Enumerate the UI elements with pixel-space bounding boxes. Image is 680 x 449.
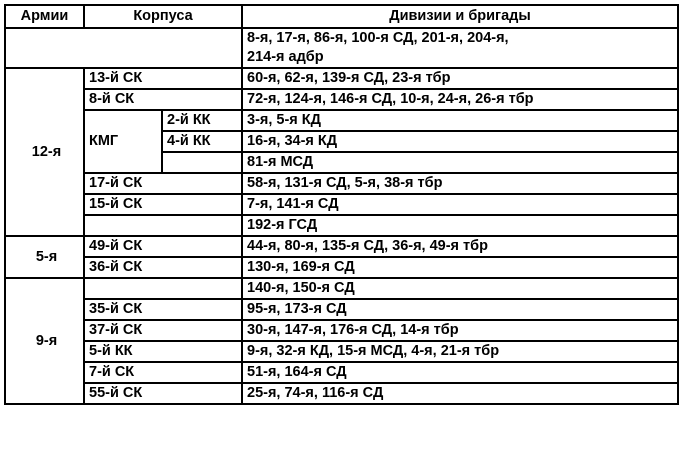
divisions-cell: 9-я, 32-я КД, 15-я МСД, 4-я, 21-я тбр [242, 341, 678, 362]
table-row [5, 362, 678, 383]
empty-cell [162, 152, 242, 173]
table-row [5, 173, 678, 194]
corps-cell: 7-й СК [84, 362, 242, 383]
empty-cell [84, 215, 242, 236]
table-row [5, 320, 678, 341]
divisions-cell: 72-я, 124-я, 146-я СД, 10-я, 24-я, 26-я тбр [242, 89, 678, 110]
header-corps: Корпуса [84, 5, 242, 28]
divisions-cell: 58-я, 131-я СД, 5-я, 38-я тбр [242, 173, 678, 194]
divisions-cell: 16-я, 34-я КД [242, 131, 678, 152]
divisions-cell: 25-я, 74-я, 116-я СД [242, 383, 678, 404]
corps-cell: 49-й СК [84, 236, 242, 257]
corps-cell: 55-й СК [84, 383, 242, 404]
corps-cell-kmg: КМГ [84, 110, 162, 173]
table-row [5, 28, 678, 68]
divisions-text-line1: 8-я, 17-я, 86-я, 100-я СД, 201-я, 204-я, [247, 30, 509, 46]
divisions-cell: 60-я, 62-я, 139-я СД, 23-я тбр [242, 68, 678, 89]
orbat-table-container [4, 4, 679, 405]
divisions-cell: 192-я ГСД [242, 215, 678, 236]
army-cell-9: 9-я [5, 278, 84, 404]
divisions-text-line2: 214-я адбр [247, 49, 324, 65]
table-row [5, 68, 678, 89]
divisions-cell: 81-я МСД [242, 152, 678, 173]
corps-cell: 13-й СК [84, 68, 242, 89]
divisions-cell: 7-я, 141-я СД [242, 194, 678, 215]
divisions-cell: 140-я, 150-я СД [242, 278, 678, 299]
divisions-cell: 130-я, 169-я СД [242, 257, 678, 278]
table-row [5, 89, 678, 110]
table-row [5, 257, 678, 278]
divisions-cell [242, 28, 678, 68]
table-row [5, 236, 678, 257]
table-row [5, 278, 678, 299]
divisions-cell: 95-я, 173-я СД [242, 299, 678, 320]
divisions-cell: 30-я, 147-я, 176-я СД, 14-я тбр [242, 320, 678, 341]
table-row [5, 341, 678, 362]
header-row [5, 5, 678, 28]
subcorps-cell: 4-й КК [162, 131, 242, 152]
corps-cell: 5-й КК [84, 341, 242, 362]
header-divisions: Дивизии и бригады [242, 5, 678, 28]
divisions-cell: 44-я, 80-я, 135-я СД, 36-я, 49-я тбр [242, 236, 678, 257]
army-cell-12: 12-я [5, 68, 84, 236]
empty-cell [84, 278, 242, 299]
table-row [5, 110, 678, 131]
table-row [5, 299, 678, 320]
corps-cell: 15-й СК [84, 194, 242, 215]
subcorps-cell: 2-й КК [162, 110, 242, 131]
corps-cell: 37-й СК [84, 320, 242, 341]
table-row [5, 383, 678, 404]
header-armies: Армии [5, 5, 84, 28]
corps-cell: 35-й СК [84, 299, 242, 320]
divisions-cell: 51-я, 164-я СД [242, 362, 678, 383]
corps-cell: 8-й СК [84, 89, 242, 110]
empty-cell [5, 28, 242, 68]
order-of-battle-table [4, 4, 679, 405]
table-row [5, 215, 678, 236]
table-row [5, 194, 678, 215]
corps-cell: 36-й СК [84, 257, 242, 278]
corps-cell: 17-й СК [84, 173, 242, 194]
divisions-cell: 3-я, 5-я КД [242, 110, 678, 131]
army-cell-5: 5-я [5, 236, 84, 278]
